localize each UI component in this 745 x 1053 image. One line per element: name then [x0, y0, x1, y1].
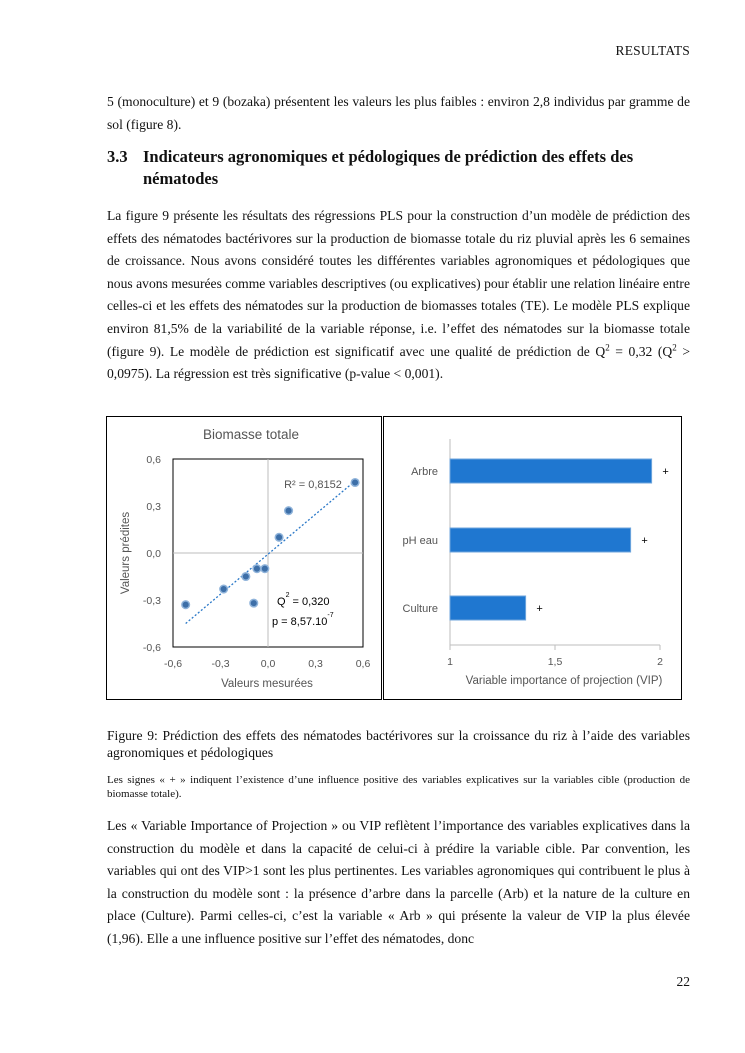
p-value: p = 8,57.10 [272, 616, 328, 628]
vip-x-axis-label: Variable importance of projection (VIP) [465, 675, 663, 687]
vip-x-tick-label: 1,5 [547, 656, 563, 668]
x-tick-label: -0,6 [163, 658, 183, 670]
vip-sign-label: + [662, 466, 669, 478]
p-annotation [272, 612, 334, 628]
trendline [186, 481, 355, 624]
scatter-chart-title: Biomasse totale [202, 427, 300, 442]
scatter-point [220, 585, 228, 593]
scatter-point [242, 573, 250, 581]
vip-bar [450, 528, 631, 552]
paragraph-pls-a: La figure 9 présente les résultats des régressions PLS pour la construction d’un modèle de prédiction des effets des nématodes bactérivores sur la production de biomasse totale du riz pluvial après les 6 semaines de croissance. Nous avons considéré toutes les différentes variables agronomiques et pédologiques que nous avons mesurées comme variables descriptives (ou explicatives) pour établir une relation linéaire entre celles-ci et les effets des nématodes sur la production de biomasses totales (TE). Le modèle PLS explique environ 81,5% de la variabilité de la variable réponse, i.e. l’effet des nématodes sur la biomasse totale (figure 9). Le modèle de prédiction est significatif avec une qualité de prédiction de Q [107, 208, 690, 359]
section-number: 3.3 [107, 147, 128, 166]
q2-superscript-1: 2 [605, 342, 610, 353]
q2-letter: Q [277, 596, 286, 608]
vip-chart [384, 417, 681, 699]
running-header: RESULTATS [615, 43, 690, 58]
scatter-point [285, 507, 293, 515]
vip-category-label: Culture [402, 603, 438, 615]
figure-caption: Figure 9: Prédiction des effets des nématodes bactérivores sur la croissance du riz à l’aide des variables agronomiques et pédologiques [107, 728, 690, 760]
paragraph-vip: Les « Variable Importance of Projection » ou VIP reflètent l’importance des variables explicatives dans la construction du modèle et dans la capacité de celui-ci à prédire la variable cible. Par convention, les variables qui ont des VIP>1 sont les plus pertinentes. Les variables agronomiques qui contribuent le plus à la construction du modèle sont : la présence d’arbre dans la parcelle (Arb) et la nature de la culture en place (Culture). Parmi celles-ci, c’est la variable « Arb » qui présente la valeur de VIP la plus élevée (1,96). Elle a une influence positive sur l’effet des nématodes, donc [107, 818, 690, 946]
vip-sign-label: + [536, 603, 543, 615]
intro-paragraph: 5 (monoculture) et 9 (bozaka) présentent les valeurs les plus faibles : environ 2,8 individus par gramme de sol (figure 8). [107, 94, 690, 132]
vip-x-tick-label: 2 [657, 656, 663, 668]
vip-sign-label: + [641, 535, 648, 547]
paragraph-pls [107, 205, 690, 386]
vip-chart-frame [383, 416, 682, 700]
vip-x-tick-label: 1 [447, 656, 453, 668]
page-number: 22 [676, 974, 690, 989]
y-tick-label: -0,3 [142, 595, 161, 607]
scatter-chart-frame [106, 416, 382, 700]
scatter-point [250, 599, 258, 607]
r2-annotation: R² = 0,8152 [284, 479, 342, 491]
scatter-point [261, 565, 269, 573]
scatter-point [182, 601, 190, 609]
q2-annotation-sup: 2 [285, 592, 290, 599]
scatter-point [351, 479, 359, 487]
section-title: Indicateurs agronomiques et pédologiques de prédiction des effets des nématodes [143, 147, 634, 188]
figure-note: Les signes « + » indiquent l’existence d’une influence positive des variables explicatives sur la variables cible (production de biomasse totale). [107, 774, 690, 800]
y-tick-label: 0,0 [146, 548, 161, 560]
x-tick-label: 0,0 [260, 658, 276, 670]
vip-bar [450, 596, 526, 620]
vip-category-label: pH eau [402, 535, 438, 547]
scatter-chart [107, 417, 381, 699]
scatter-point [275, 534, 283, 542]
x-tick-label: 0,6 [355, 658, 371, 670]
q2-value: = 0,320 [289, 596, 330, 608]
section-heading [107, 146, 690, 190]
paragraph-pls-c: > 0,0975). La régression est très significative (p-value < 0,001). [107, 343, 690, 382]
paragraph-pls-b: = 0,32 (Q [609, 343, 673, 359]
vip-category-label: Arbre [411, 466, 438, 478]
q2-superscript-2: 2 [672, 342, 677, 353]
x-tick-label: -0,3 [211, 658, 230, 670]
y-tick-label: -0,6 [142, 642, 161, 654]
y-tick-label: 0,6 [146, 454, 161, 466]
q2-annotation [277, 592, 330, 608]
x-tick-label: 0,3 [308, 658, 323, 670]
p-annotation-sup: -7 [327, 612, 334, 619]
scatter-x-axis-label: Valeurs mesurées [221, 678, 313, 690]
scatter-y-axis-label: Valeurs prédites [120, 511, 132, 595]
y-tick-label: 0,3 [146, 501, 161, 513]
vip-bar [450, 459, 652, 483]
scatter-point [253, 565, 261, 573]
